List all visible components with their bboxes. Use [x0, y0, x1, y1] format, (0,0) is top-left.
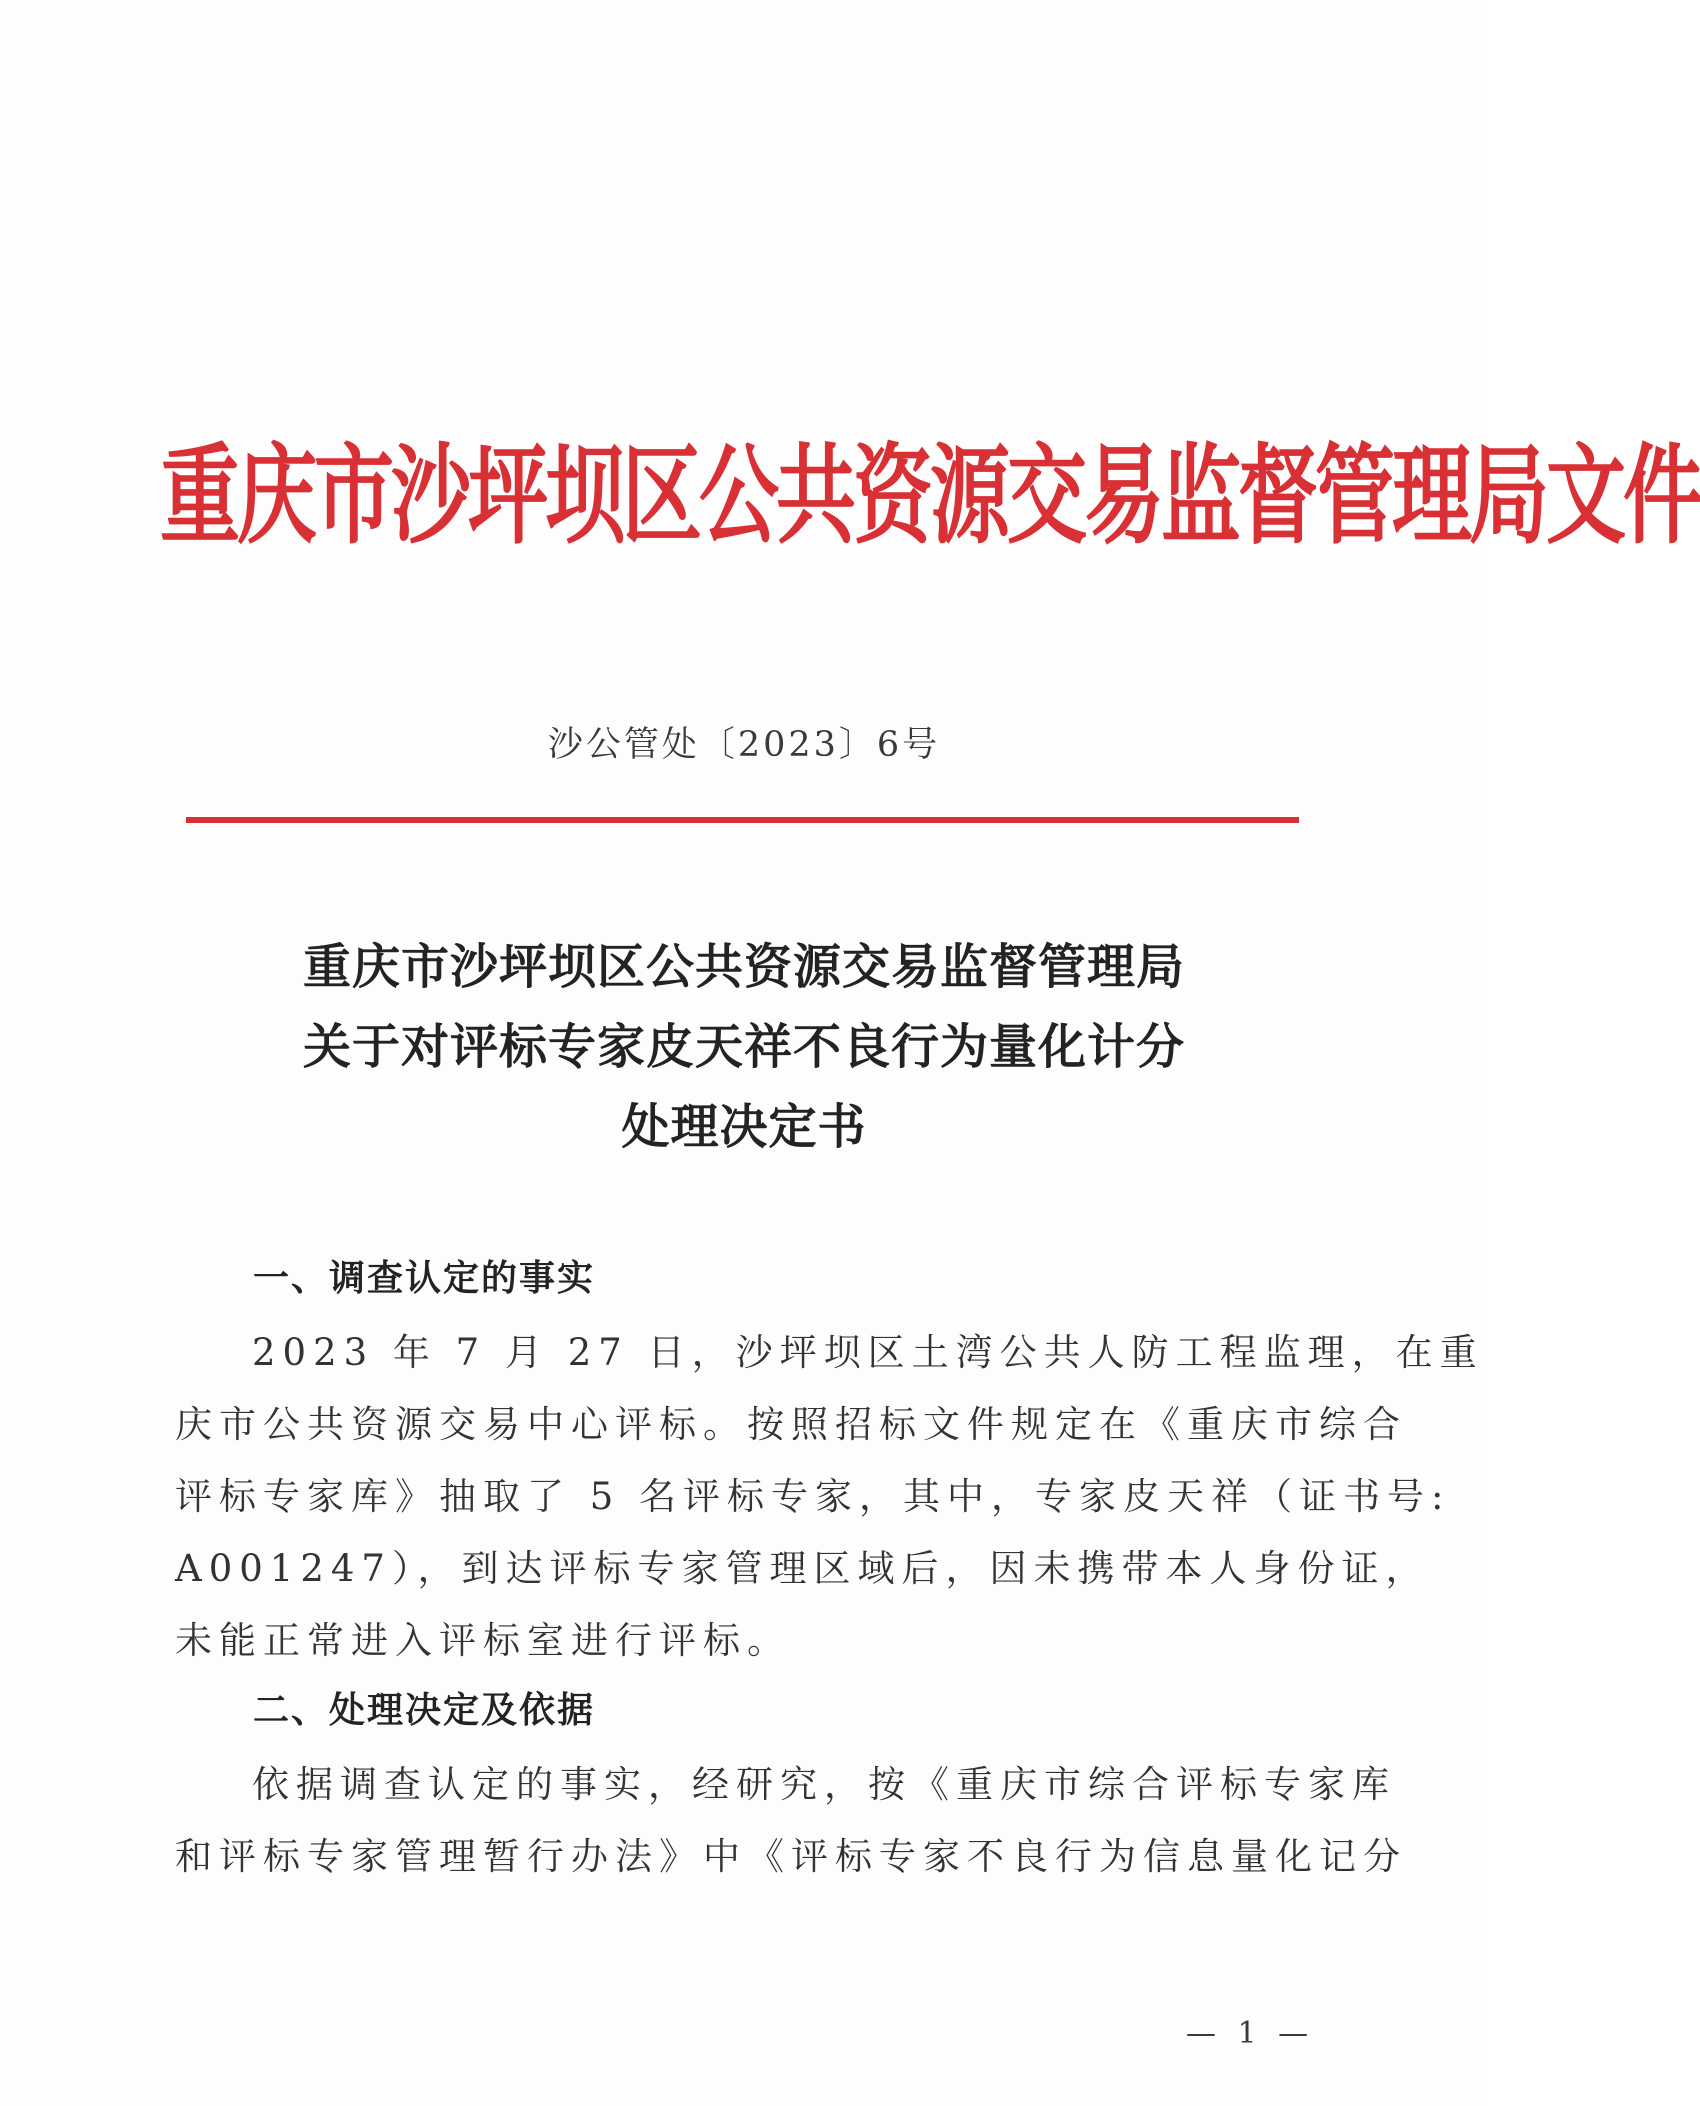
body-paragraph-line: A001247），到达评标专家管理区域后，因未携带本人身份证， — [175, 1547, 1430, 1590]
body-paragraph-line: 庆市公共资源交易中心评标。按照招标文件规定在《重庆市综合 — [175, 1403, 1407, 1446]
section-title-decision: 二、处理决定及依据 — [253, 1690, 596, 1731]
body-paragraph-line: 和评标专家管理暂行办法》中《评标专家不良行为信息量化记分 — [175, 1835, 1407, 1878]
section-title-facts: 一、调查认定的事实 — [253, 1258, 596, 1299]
document-heading-line-3: 处理决定书 — [621, 1099, 867, 1155]
body-paragraph-line: 评标专家库》抽取了 5 名评标专家，其中，专家皮天祥（证书号: — [175, 1475, 1451, 1518]
body-paragraph-line: 依据调查认定的事实，经研究，按《重庆市综合评标专家库 — [252, 1763, 1396, 1806]
red-divider-line — [186, 817, 1299, 823]
red-header-title: 重庆市沙坪坝区公共资源交易监督管理局文件 — [160, 431, 1700, 559]
body-paragraph-line: 2023 年 7 月 27 日，沙坪坝区土湾公共人防工程监理，在重 — [252, 1331, 1484, 1374]
body-paragraph-line: 未能正常进入评标室进行评标。 — [175, 1619, 791, 1662]
document-heading-line-1: 重庆市沙坪坝区公共资源交易监督管理局 — [302, 939, 1185, 995]
document-number: 沙公管处〔2023〕6号 — [547, 725, 941, 765]
document-heading-line-2: 关于对评标专家皮天祥不良行为量化计分 — [302, 1019, 1185, 1075]
page-number: — 1 — — [1186, 2016, 1315, 2051]
